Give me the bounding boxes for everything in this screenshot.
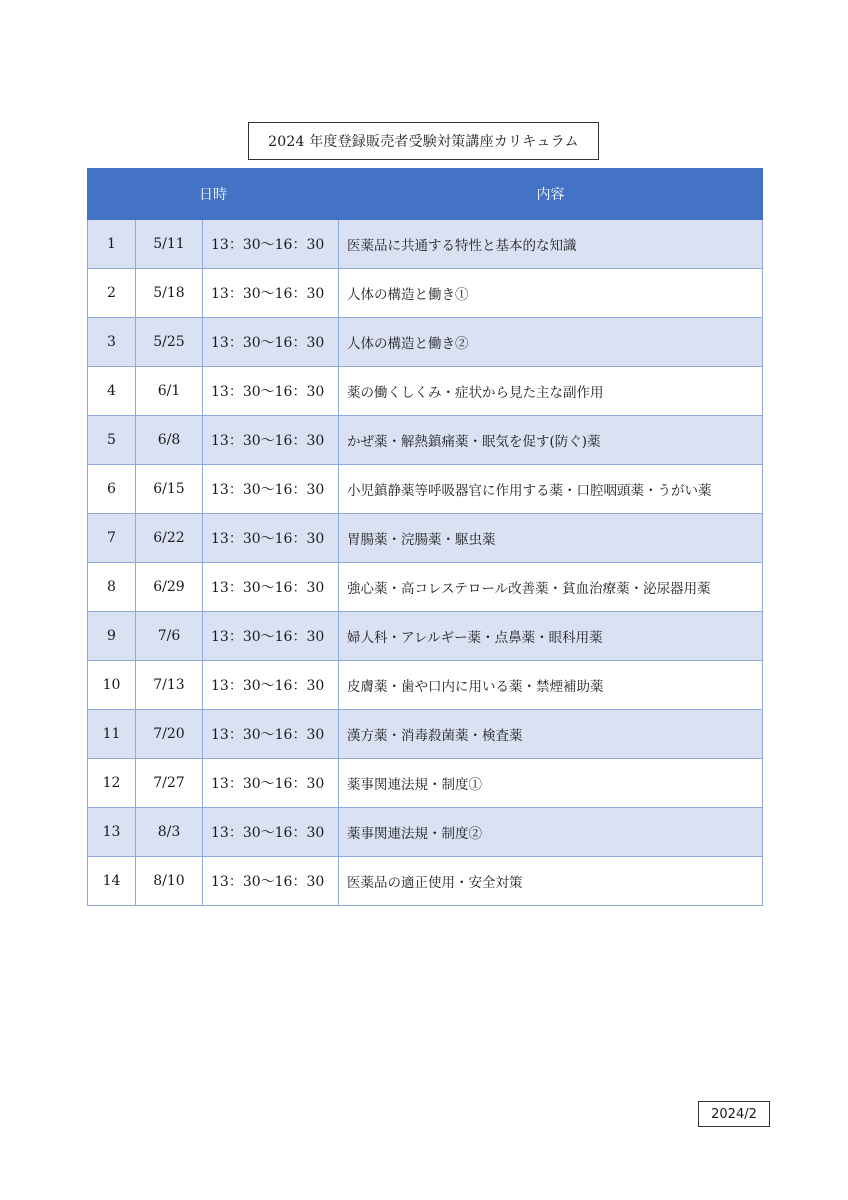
session-content: 薬事関連法規・制度② [339,808,763,857]
session-content: 胃腸薬・浣腸薬・駆虫薬 [339,514,763,563]
session-content: かぜ薬・解熱鎮痛薬・眠気を促す(防ぐ)薬 [339,416,763,465]
table-row [88,759,763,808]
session-time: 13：30〜16：30 [203,857,339,906]
session-time: 13：30〜16：30 [203,661,339,710]
session-number: 9 [88,612,136,661]
session-content: 強心薬・高コレステロール改善薬・貧血治療薬・泌尿器用薬 [339,563,763,612]
document-date-label: 2024/2 [698,1101,770,1127]
session-content: 小児鎮静薬等呼吸器官に作用する薬・口腔咽頭薬・うがい薬 [339,465,763,514]
curriculum-table [87,168,763,906]
table-row [88,857,763,906]
session-number: 4 [88,367,136,416]
session-number: 11 [88,710,136,759]
session-date: 8/3 [136,808,203,857]
table-row [88,710,763,759]
session-date: 8/10 [136,857,203,906]
session-number: 10 [88,661,136,710]
session-number: 13 [88,808,136,857]
session-date: 6/1 [136,367,203,416]
session-content: 皮膚薬・歯や口内に用いる薬・禁煙補助薬 [339,661,763,710]
session-time: 13：30〜16：30 [203,563,339,612]
session-content: 漢方薬・消毒殺菌薬・検査薬 [339,710,763,759]
session-number: 5 [88,416,136,465]
session-content: 婦人科・アレルギー薬・点鼻薬・眼科用薬 [339,612,763,661]
session-content: 医薬品に共通する特性と基本的な知識 [339,220,763,269]
session-date: 5/11 [136,220,203,269]
table-row [88,318,763,367]
session-time: 13：30〜16：30 [203,318,339,367]
session-time: 13：30〜16：30 [203,269,339,318]
session-time: 13：30〜16：30 [203,612,339,661]
session-number: 14 [88,857,136,906]
session-time: 13：30〜16：30 [203,514,339,563]
header-datetime: 日時 [88,169,339,220]
session-content: 医薬品の適正使用・安全対策 [339,857,763,906]
table-row [88,465,763,514]
session-number: 1 [88,220,136,269]
session-number: 8 [88,563,136,612]
table-row [88,563,763,612]
session-time: 13：30〜16：30 [203,220,339,269]
session-date: 7/13 [136,661,203,710]
session-date: 6/15 [136,465,203,514]
header-content: 内容 [339,169,763,220]
session-time: 13：30〜16：30 [203,465,339,514]
session-date: 6/8 [136,416,203,465]
session-number: 3 [88,318,136,367]
session-date: 5/25 [136,318,203,367]
table-row [88,416,763,465]
session-number: 6 [88,465,136,514]
table-row [88,220,763,269]
document-title: 2024 年度登録販売者受験対策講座カリキュラム [248,122,599,160]
session-content: 薬の働くしくみ・症状から見た主な副作用 [339,367,763,416]
table-row [88,612,763,661]
table-row [88,367,763,416]
session-time: 13：30〜16：30 [203,808,339,857]
session-date: 6/22 [136,514,203,563]
session-time: 13：30〜16：30 [203,759,339,808]
session-time: 13：30〜16：30 [203,367,339,416]
table-header-row [88,169,763,220]
table-row [88,514,763,563]
session-date: 6/29 [136,563,203,612]
session-time: 13：30〜16：30 [203,710,339,759]
table-row [88,808,763,857]
session-date: 7/20 [136,710,203,759]
session-number: 7 [88,514,136,563]
session-content: 人体の構造と働き① [339,269,763,318]
table-row [88,269,763,318]
session-date: 5/18 [136,269,203,318]
session-number: 2 [88,269,136,318]
session-content: 薬事関連法規・制度① [339,759,763,808]
session-content: 人体の構造と働き② [339,318,763,367]
session-date: 7/6 [136,612,203,661]
session-time: 13：30〜16：30 [203,416,339,465]
session-number: 12 [88,759,136,808]
table-body [88,220,763,906]
table-row [88,661,763,710]
session-date: 7/27 [136,759,203,808]
